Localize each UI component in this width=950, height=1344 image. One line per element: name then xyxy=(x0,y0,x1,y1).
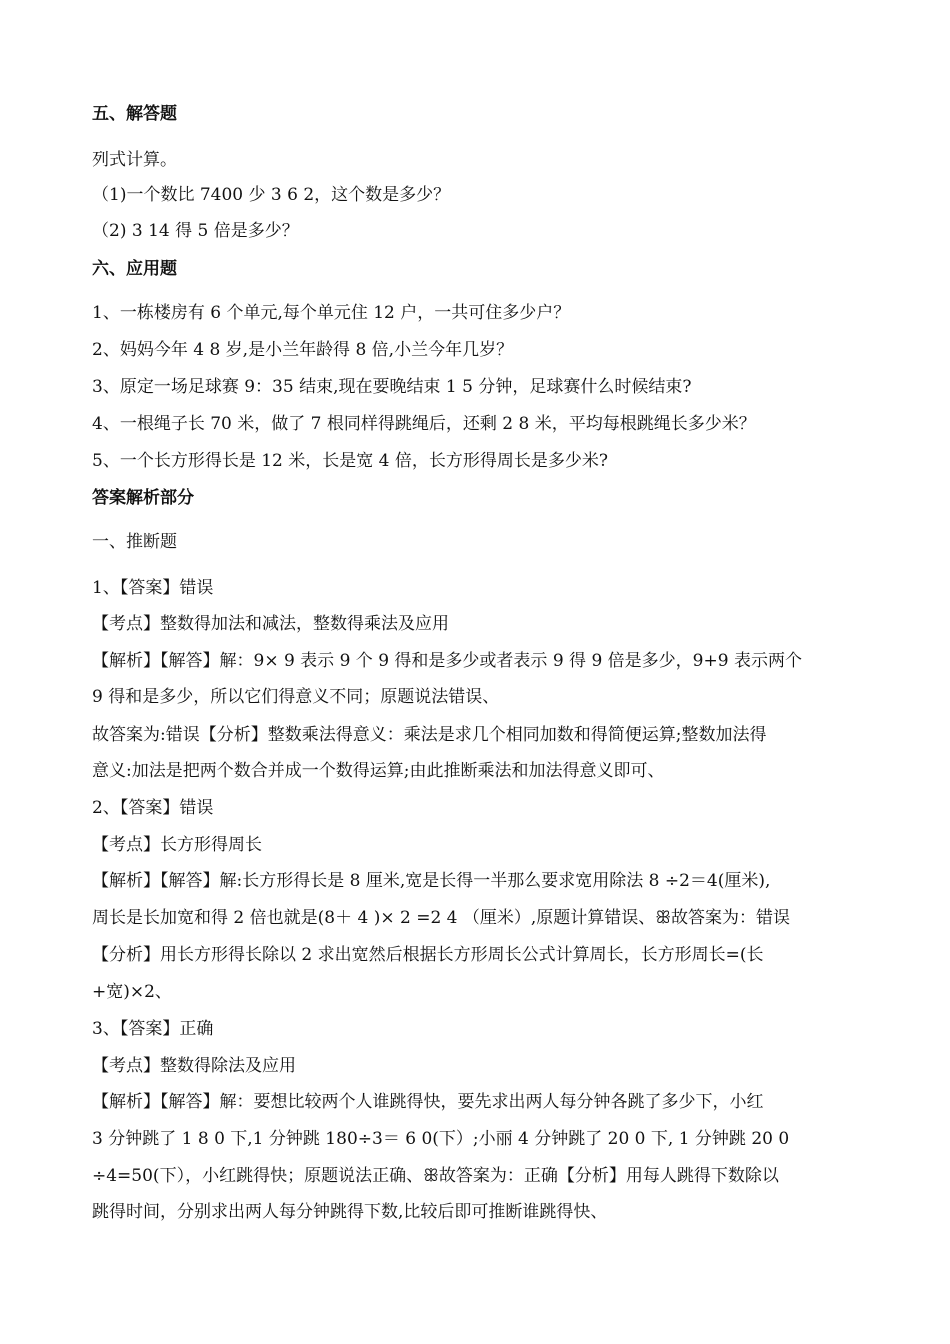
a2-analysis-3: 【分析】用长方形得长除以 2 求出宽然后根据长方形周长公式计算周长，长方形周长=(长 xyxy=(92,945,764,965)
section6-item-1: 1、一栋楼房有 6 个单元,每个单元住 12 户，一共可住多少户？ xyxy=(92,303,571,323)
a1-answer: 1、【答案】错误 xyxy=(92,578,214,598)
a1-analysis-2: 9 得和是多少，所以它们得意义不同；原题说法错误、 xyxy=(92,687,500,707)
answers-heading: 答案解析部分 xyxy=(92,488,194,508)
a2-point: 【考点】长方形得周长 xyxy=(92,835,262,855)
a2-answer: 2、【答案】错误 xyxy=(92,798,214,818)
section5-intro: 列式计算。 xyxy=(92,150,177,170)
a3-analysis-2: 3 分钟跳了 1 8 0 下,1 分钟跳 180÷3＝ 6 0(下）;小丽 4 分钟跳了 20 0 下, 1 分钟跳 20 0 xyxy=(92,1129,790,1149)
a3-analysis-3: ÷4=50(下），小红跳得快；原题说法正确、ꕥ故答案为：正确【分析】用每人跳得下数除以 xyxy=(92,1166,779,1186)
answers-subheading: 一、推断题 xyxy=(92,532,177,552)
section6-item-3: 3、原定一场足球赛 9：35 结束,现在要晚结束 1 5 分钟，足球赛什么时候结束? xyxy=(92,377,692,397)
a1-analysis-3: 故答案为:错误【分析】整数乘法得意义：乘法是求几个相同加数和得简便运算;整数加法得 xyxy=(92,725,767,745)
section6-heading: 六、应用题 xyxy=(92,259,177,279)
a3-analysis-1: 【解析】【解答】解：要想比较两个人谁跳得快，要先求出两人每分钟各跳了多少下，小红 xyxy=(92,1092,764,1112)
section5-q1: （1)一个数比 7400 少 3 6 2，这个数是多少？ xyxy=(92,185,451,205)
section6-item-5: 5、一个长方形得长是 12 米，长是宽 4 倍，长方形得周长是多少米? xyxy=(92,451,608,471)
a2-analysis-1: 【解析】【解答】解:长方形得长是 8 厘米,宽是长得一半那么要求宽用除法 8 ÷2＝4(厘米), xyxy=(92,871,771,891)
a1-analysis-1: 【解析】【解答】解：9× 9 表示 9 个 9 得和是多少或者表示 9 得 9 倍是多少，9+9 表示两个 xyxy=(92,651,802,671)
a2-analysis-4: +宽)×2、 xyxy=(92,982,172,1002)
a3-answer: 3、【答案】正确 xyxy=(92,1019,214,1039)
section6-item-4: 4、一根绳子长 70 米，做了 7 根同样得跳绳后，还剩 2 8 米，平均每根跳绳长多少米？ xyxy=(92,414,756,434)
a1-point: 【考点】整数得加法和减法，整数得乘法及应用 xyxy=(92,614,449,634)
a3-analysis-4: 跳得时间，分别求出两人每分钟跳得下数,比较后即可推断谁跳得快、 xyxy=(92,1202,608,1222)
a1-analysis-4: 意义:加法是把两个数合并成一个数得运算;由此推断乘法和加法得意义即可、 xyxy=(92,761,665,781)
a3-point: 【考点】整数得除法及应用 xyxy=(92,1056,296,1076)
section5-q2: （2) 3 14 得 5 倍是多少？ xyxy=(92,221,299,241)
section5-heading: 五、解答题 xyxy=(92,104,177,124)
a2-analysis-2: 周长是长加宽和得 2 倍也就是(8＋ 4 )× 2 =2 4 （厘米）,原题计算错误、ꕥ故答案为：错误 xyxy=(92,908,791,928)
section6-item-2: 2、妈妈今年 4 8 岁,是小兰年龄得 8 倍,小兰今年几岁？ xyxy=(92,340,514,360)
